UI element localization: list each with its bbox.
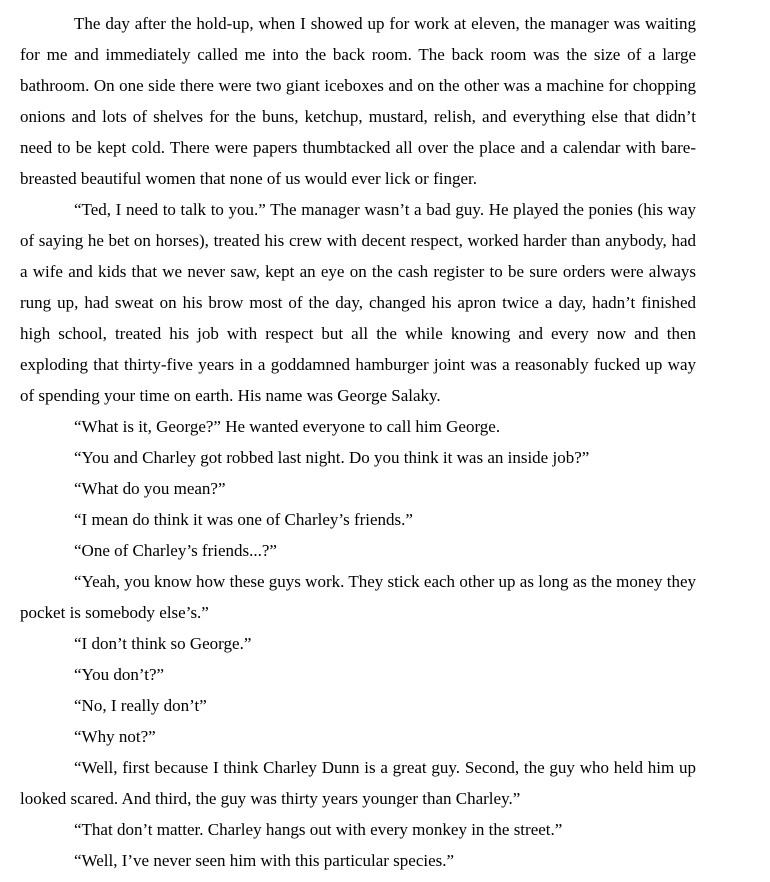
dialog-line: “What do you mean?” (74, 479, 226, 498)
dialog-line: “I mean do think it was one of Charley’s friends.” (74, 510, 413, 529)
dialog-line: “One of Charley’s friends...?” (74, 541, 277, 560)
dialog-line: “Well, first because I think Charley Dunn is a great guy. Second, the guy who held him up looked scared. And third, the guy was thirty years younger than Charley.” (20, 758, 696, 808)
dialog-line: “Why not?” (74, 727, 156, 746)
dialog-line: “I don’t think so George.” (74, 634, 252, 653)
dialog-line: “Yeah, you know how these guys work. They stick each other up as long as the money they pocket is somebody else’s.” (20, 572, 696, 622)
dialog-line: “Well, I’ve never seen him with this particular species.” (74, 851, 455, 870)
dialog-line: “What is it, George?” He wanted everyone to call him George. (74, 417, 501, 436)
document-page (20, 8, 696, 876)
dialog-line: “No, I really don’t” (74, 696, 207, 715)
paragraph-back-room: The day after the hold-up, when I showed up for work at eleven, the manager was waiting for me and immediately called me into the back room. The back room was the size of a large bathroom. On one side there were two giant iceboxes and on the other was a machine for chopping onions and lots of shelves for the buns, ketchup, mustard, relish, and everything else that didn’t need to be kept cold. There were papers thumbtacked all over the place and a calendar with bare-breasted beautiful women that none of us would ever lick or finger. (20, 14, 696, 188)
dialog-line: “That don’t matter. Charley hangs out with every monkey in the street.” (74, 820, 563, 839)
dialog-line: “You don’t?” (74, 665, 165, 684)
paragraph-manager-description: “Ted, I need to talk to you.” The manager wasn’t a bad guy. He played the ponies (his way of saying he bet on horses), treated his crew with decent respect, worked harder than anybody, had a wife and kids that we never saw, kept an eye on the cash register to be sure orders were always rung up, had sweat on his brow most of the day, changed his apron twice a day, hadn’t finished high school, treated his job with respect but all the while knowing and every now and then exploding that thirty-five years in a goddamned hamburger joint was a reasonably fucked up way of spending your time on earth. His name was George Salaky. (20, 200, 696, 405)
dialog-line: “You and Charley got robbed last night. Do you think it was an inside job?” (74, 448, 590, 467)
